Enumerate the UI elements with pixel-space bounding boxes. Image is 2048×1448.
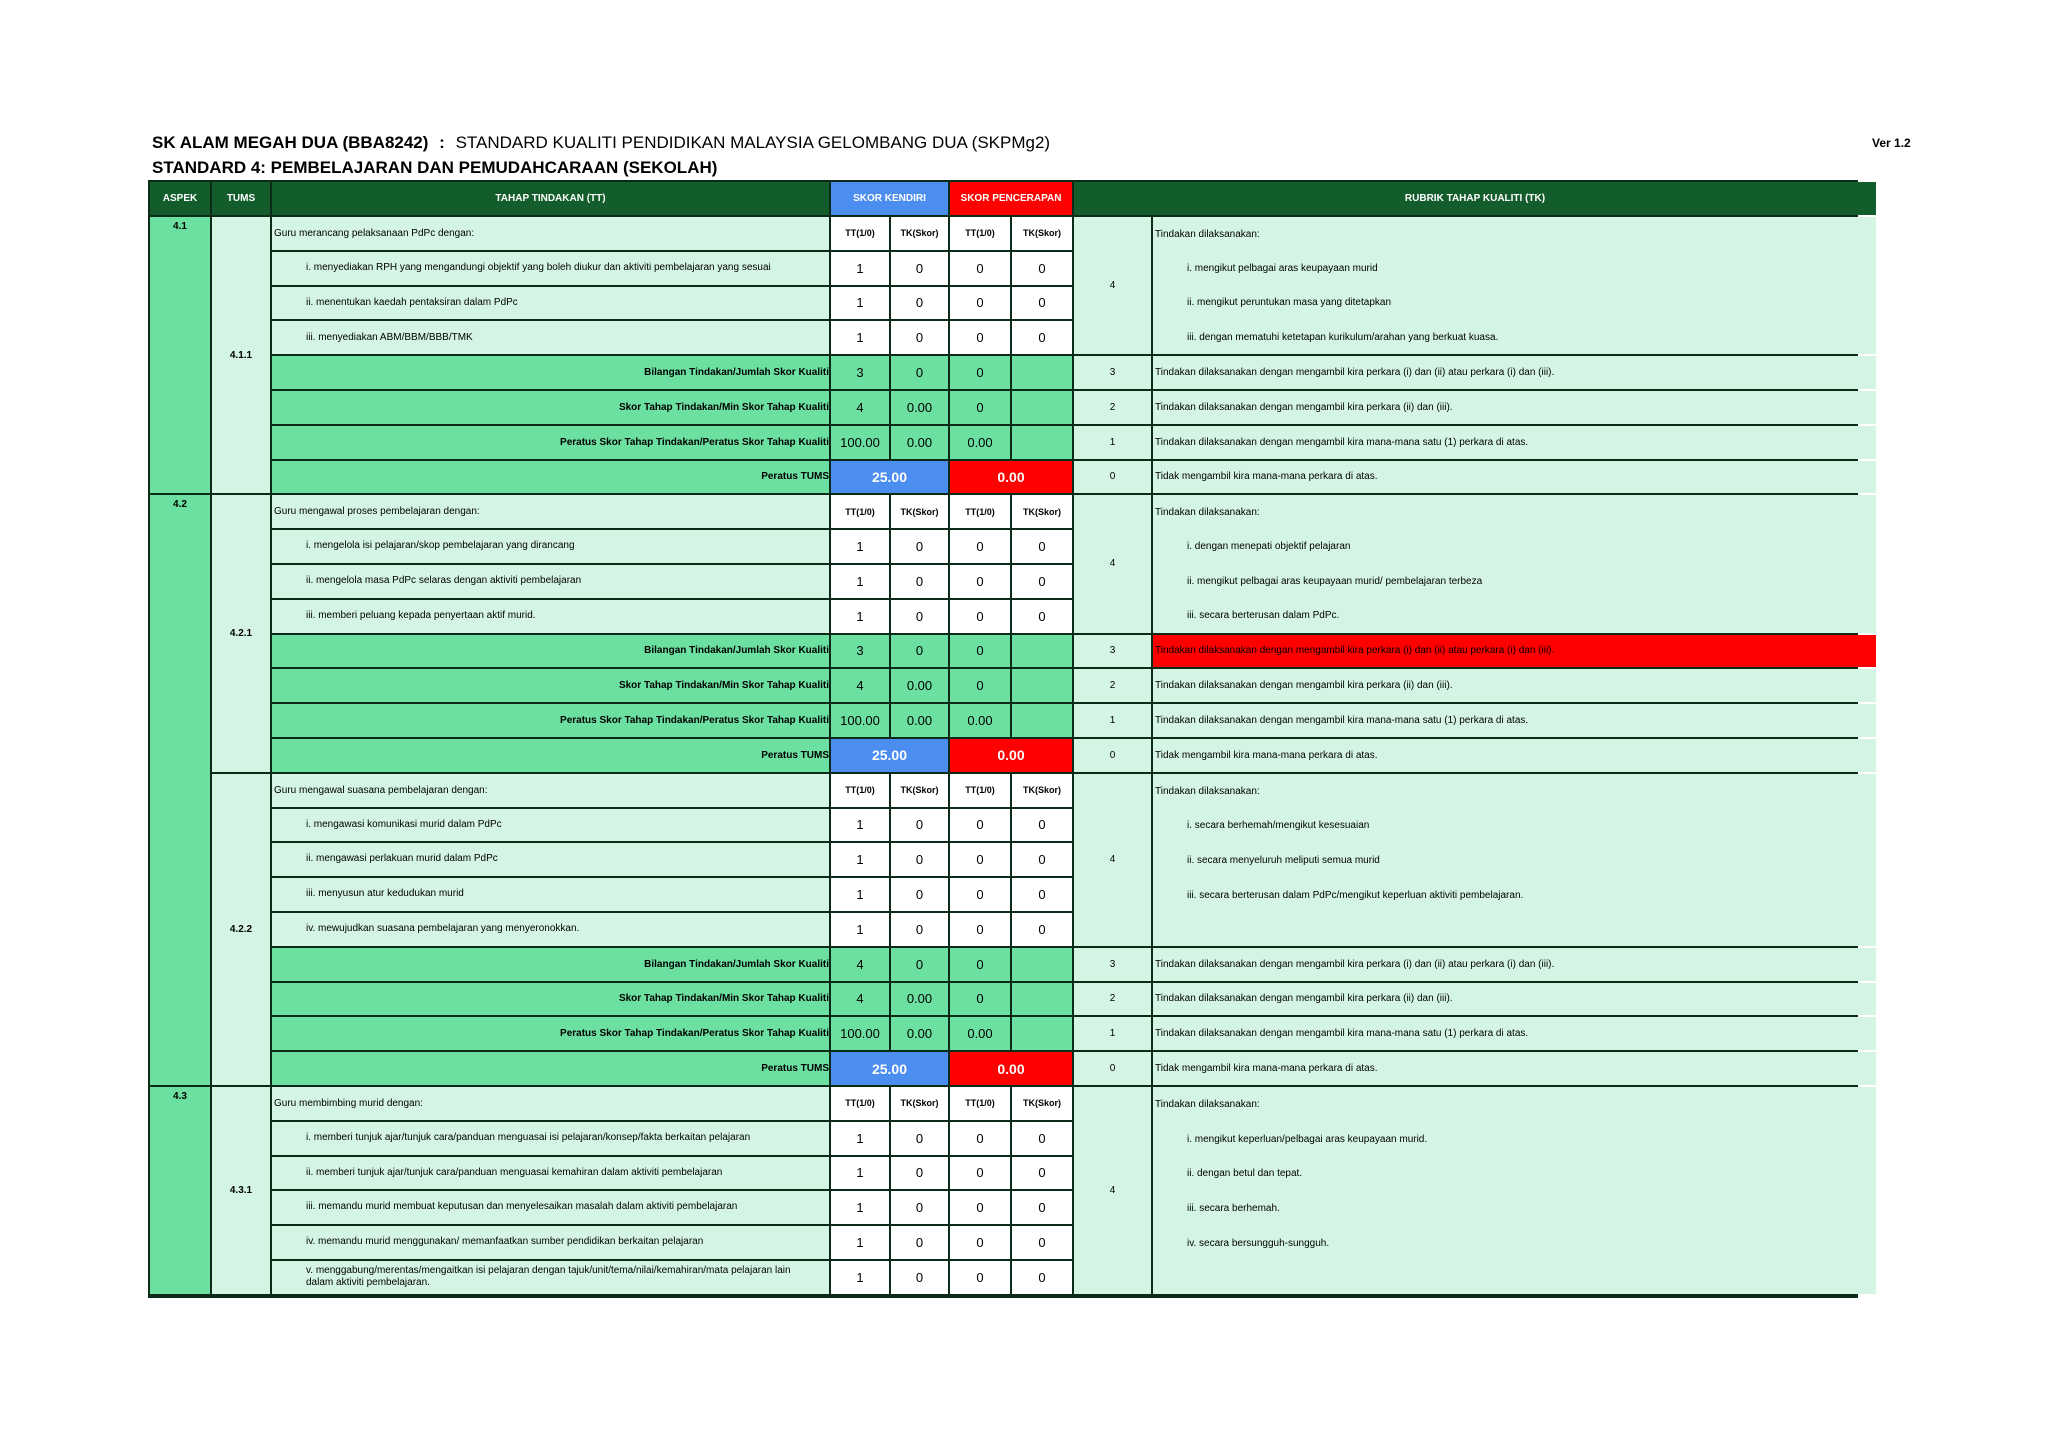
tt-sublabel: (1/0) (856, 1098, 875, 1109)
kendiri-tk-value[interactable]: 0 (891, 809, 948, 842)
rubric-item: ii. secara menyeluruh meliputi semua murid (1187, 855, 1380, 867)
tt-subheader (950, 774, 1010, 807)
summary-pencerapan-tt: 0 (950, 356, 1010, 389)
tk-sublabel: (Skor) (912, 228, 939, 239)
summary-pencerapan-tt: 0 (950, 635, 1010, 668)
tt-subheader (950, 217, 1010, 250)
quality-level-1: 1 (1074, 1017, 1151, 1050)
summary-label-bilangan: Bilangan Tindakan/Jumlah Skor Kualiti (272, 356, 829, 389)
rubric-item: i. mengikut keperluan/pelbagai aras keupayaan murid. (1187, 1133, 1428, 1145)
pencerapan-tk-value[interactable]: 0 (1012, 1122, 1072, 1155)
rubric-level-1: Tindakan dilaksanakan dengan mengambil kira mana-mana satu (1) perkara di atas. (1153, 1017, 1876, 1050)
rubric-item: i. dengan menepati objektif pelajaran (1187, 541, 1351, 553)
pencerapan-tk-value[interactable]: 0 (1012, 878, 1072, 911)
peratus-tums-kendiri: 25.00 (831, 461, 948, 494)
summary-pencerapan-tk (1012, 948, 1072, 981)
action-item: ii. menentukan kaedah pentaksiran dalam PdPc (272, 287, 829, 320)
summary-pencerapan-tt: 0.00 (950, 1017, 1010, 1050)
summary-kendiri-tk: 0.00 (891, 704, 948, 737)
tt-sublabel: (1/0) (976, 1098, 995, 1109)
quality-level-1: 1 (1074, 426, 1151, 459)
rubric-item: iii. secara berterusan dalam PdPc. (1187, 609, 1340, 621)
peratus-tums-kendiri: 25.00 (831, 1052, 948, 1085)
tums-cell: 4.2.1 (212, 495, 270, 771)
rubric-intro: Tindakan dilaksanakan: (1155, 785, 1260, 797)
tk-sublabel: (Skor) (1034, 785, 1061, 796)
aspek-cell: 4.3 (150, 1087, 210, 1294)
quality-level-4: 4 (1074, 1087, 1151, 1294)
summary-label-peratus: Peratus Skor Tahap Tindakan/Peratus Skor Tahap Kualiti (272, 426, 829, 459)
summary-pencerapan-tt: 0.00 (950, 426, 1010, 459)
summary-label-skor: Skor Tahap Tindakan/Min Skor Tahap Kualiti (272, 391, 829, 424)
summary-pencerapan-tk (1012, 1017, 1072, 1050)
tk-subheader (1012, 774, 1072, 807)
summary-kendiri-tt: 4 (831, 983, 889, 1016)
summary-kendiri-tt: 100.00 (831, 426, 889, 459)
tk-subheader (1012, 495, 1072, 528)
summary-kendiri-tt: 100.00 (831, 1017, 889, 1050)
rubric-level-3: Tindakan dilaksanakan dengan mengambil kira perkara (i) dan (ii) atau perkara (i) dan (iii). (1153, 948, 1876, 981)
summary-pencerapan-tt: 0 (950, 983, 1010, 1016)
quality-level-1: 1 (1074, 704, 1151, 737)
tk-label: TK (1022, 1098, 1035, 1109)
kendiri-tt-value[interactable]: 1 (831, 530, 889, 563)
pencerapan-tt-value[interactable]: 0 (950, 1157, 1010, 1190)
tt-label: TT (965, 506, 977, 517)
summary-kendiri-tk: 0.00 (891, 1017, 948, 1050)
kendiri-tt-value[interactable]: 1 (831, 809, 889, 842)
tt-subheader (831, 217, 889, 250)
kendiri-tk-value[interactable]: 0 (891, 1261, 948, 1294)
quality-level-3: 3 (1074, 948, 1151, 981)
pencerapan-tt-value[interactable]: 0 (950, 843, 1010, 876)
kendiri-tk-value[interactable]: 0 (891, 1122, 948, 1155)
tk-label: TK (1022, 785, 1035, 796)
rubric-item: iv. secara bersungguh-sungguh. (1187, 1238, 1330, 1249)
tt-label: TT (965, 1098, 977, 1109)
quality-level-4: 4 (1074, 495, 1151, 632)
column-header-tahap-tindakan: TAHAP TINDAKAN (TT) (272, 182, 829, 215)
title-separator: : (439, 133, 445, 152)
summary-pencerapan-tk (1012, 983, 1072, 1016)
standard-heading: STANDARD 4: PEMBELAJARAN DAN PEMUDAHCARAAN (SEKOLAH) (152, 158, 718, 177)
summary-pencerapan-tt: 0 (950, 669, 1010, 702)
tt-subheader (831, 774, 889, 807)
kendiri-tt-value[interactable]: 1 (831, 1122, 889, 1155)
column-header-tums: TUMS (212, 182, 270, 215)
tk-label: TK (900, 506, 913, 517)
pencerapan-tt-value[interactable]: 0 (950, 530, 1010, 563)
tk-subheader (891, 774, 948, 807)
kendiri-tt-value[interactable]: 1 (831, 1191, 889, 1224)
assessment-table (148, 180, 1858, 1298)
rubric-description (1153, 774, 1876, 946)
tt-label: TT (965, 785, 977, 796)
summary-label-bilangan: Bilangan Tindakan/Jumlah Skor Kualiti (272, 948, 829, 981)
tt-subheader (950, 1087, 1010, 1120)
action-item: iii. menyusun atur kedudukan murid (272, 878, 829, 911)
rubric-intro: Tindakan dilaksanakan: (1155, 1098, 1260, 1110)
action-item: ii. mengelola masa PdPc selaras dengan aktiviti pembelajaran (272, 565, 829, 598)
tk-subheader (891, 1087, 948, 1120)
pencerapan-tt-value[interactable]: 0 (950, 321, 1010, 354)
rubric-item: i. secara berhemah/mengikut kesesuaian (1187, 820, 1370, 832)
rubric-level-2: Tindakan dilaksanakan dengan mengambil kira perkara (ii) dan (iii). (1153, 983, 1876, 1016)
rubric-level-2: Tindakan dilaksanakan dengan mengambil kira perkara (ii) dan (iii). (1153, 391, 1876, 424)
summary-kendiri-tk: 0.00 (891, 983, 948, 1016)
kendiri-tt-value[interactable]: 1 (831, 1157, 889, 1190)
quality-level-4: 4 (1074, 217, 1151, 354)
aspek-cell: 4.1 (150, 217, 210, 493)
rubric-item: ii. dengan betul dan tepat. (1187, 1168, 1303, 1180)
action-item: ii. mengawasi perlakuan murid dalam PdPc (272, 843, 829, 876)
kendiri-tk-value[interactable]: 0 (891, 1191, 948, 1224)
kendiri-tt-value[interactable]: 1 (831, 321, 889, 354)
action-item: v. menggabung/merentas/mengaitkan isi pelajaran dengan tajuk/unit/tema/nilai/kemahiran/mata pelajaran lain dalam aktiviti pembelajaran. (272, 1261, 829, 1294)
tk-sublabel: (Skor) (1034, 228, 1061, 239)
pencerapan-tt-value[interactable]: 0 (950, 252, 1010, 285)
tk-label: TK (900, 228, 913, 239)
tk-label: TK (1022, 506, 1035, 517)
pencerapan-tt-value[interactable]: 0 (950, 878, 1010, 911)
summary-label-skor: Skor Tahap Tindakan/Min Skor Tahap Kualiti (272, 669, 829, 702)
rubric-item: iii. secara berterusan dalam PdPc/mengikut keperluan aktiviti pembelajaran. (1187, 890, 1524, 902)
action-intro: Guru merancang pelaksanaan PdPc dengan: (272, 217, 829, 250)
pencerapan-tk-value[interactable]: 0 (1012, 843, 1072, 876)
rubric-level-0: Tidak mengambil kira mana-mana perkara di atas. (1153, 461, 1876, 494)
pencerapan-tk-value[interactable]: 0 (1012, 565, 1072, 598)
pencerapan-tk-value[interactable]: 0 (1012, 1157, 1072, 1190)
tt-sublabel: (1/0) (856, 228, 875, 239)
summary-kendiri-tt: 3 (831, 356, 889, 389)
summary-pencerapan-tk (1012, 391, 1072, 424)
pencerapan-tt-value[interactable]: 0 (950, 600, 1010, 633)
summary-kendiri-tt: 4 (831, 669, 889, 702)
summary-label-peratus-tums: Peratus TUMS (272, 739, 829, 772)
summary-label-bilangan: Bilangan Tindakan/Jumlah Skor Kualiti (272, 635, 829, 668)
kendiri-tk-value[interactable]: 0 (891, 913, 948, 946)
summary-kendiri-tk: 0.00 (891, 426, 948, 459)
kendiri-tk-value[interactable]: 0 (891, 287, 948, 320)
action-intro: Guru mengawal proses pembelajaran dengan: (272, 495, 829, 528)
tums-cell: 4.1.1 (212, 217, 270, 493)
kendiri-tt-value[interactable]: 1 (831, 287, 889, 320)
column-header-skor-pencerapan: SKOR PENCERAPAN (950, 182, 1072, 215)
rubric-intro: Tindakan dilaksanakan: (1155, 507, 1260, 519)
tt-sublabel: (1/0) (976, 228, 995, 239)
action-item: i. mengawasi komunikasi murid dalam PdPc (272, 809, 829, 842)
rubric-description (1153, 495, 1876, 632)
quality-level-0: 0 (1074, 739, 1151, 772)
kendiri-tk-value[interactable]: 0 (891, 1226, 948, 1259)
summary-pencerapan-tt: 0 (950, 948, 1010, 981)
summary-kendiri-tt: 3 (831, 635, 889, 668)
tt-subheader (831, 1087, 889, 1120)
pencerapan-tk-value[interactable]: 0 (1012, 321, 1072, 354)
tk-subheader (1012, 1087, 1072, 1120)
pencerapan-tk-value[interactable]: 0 (1012, 1261, 1072, 1294)
kendiri-tk-value[interactable]: 0 (891, 321, 948, 354)
summary-label-peratus: Peratus Skor Tahap Tindakan/Peratus Skor Tahap Kualiti (272, 1017, 829, 1050)
tk-subheader (891, 495, 948, 528)
tk-sublabel: (Skor) (912, 506, 939, 517)
action-item: iv. memandu murid menggunakan/ memanfaatkan sumber pendidikan berkaitan pelajaran (272, 1226, 829, 1259)
summary-pencerapan-tk (1012, 704, 1072, 737)
aspek-cell: 4.2 (150, 495, 210, 1085)
tt-sublabel: (1/0) (976, 506, 995, 517)
summary-label-peratus-tums: Peratus TUMS (272, 461, 829, 494)
tt-subheader (950, 495, 1010, 528)
kendiri-tk-value[interactable]: 0 (891, 878, 948, 911)
kendiri-tk-value[interactable]: 0 (891, 843, 948, 876)
tums-cell: 4.2.2 (212, 774, 270, 1085)
pencerapan-tk-value[interactable]: 0 (1012, 287, 1072, 320)
summary-kendiri-tt: 4 (831, 948, 889, 981)
tt-label: TT (845, 506, 857, 517)
rubric-item: iii. dengan mematuhi ketetapan kurikulum/arahan yang berkuat kuasa. (1187, 331, 1499, 343)
summary-pencerapan-tk (1012, 426, 1072, 459)
kendiri-tk-value[interactable]: 0 (891, 252, 948, 285)
rubric-level-0: Tidak mengambil kira mana-mana perkara di atas. (1153, 1052, 1876, 1085)
column-header-aspek: ASPEK (150, 182, 210, 215)
action-item: iii. memandu murid membuat keputusan dan menyelesaikan masalah dalam aktiviti pembelajaran (272, 1191, 829, 1224)
quality-level-2: 2 (1074, 669, 1151, 702)
column-header-skor-kendiri: SKOR KENDIRI (831, 182, 948, 215)
quality-level-3: 3 (1074, 356, 1151, 389)
pencerapan-tk-value[interactable]: 0 (1012, 600, 1072, 633)
action-item: ii. memberi tunjuk ajar/tunjuk cara/panduan menguasai kemahiran dalam aktiviti pembelajaran (272, 1157, 829, 1190)
pencerapan-tk-value[interactable]: 0 (1012, 809, 1072, 842)
kendiri-tk-value[interactable]: 0 (891, 600, 948, 633)
summary-pencerapan-tk (1012, 669, 1072, 702)
summary-label-skor: Skor Tahap Tindakan/Min Skor Tahap Kualiti (272, 983, 829, 1016)
peratus-tums-kendiri: 25.00 (831, 739, 948, 772)
tk-label: TK (900, 1098, 913, 1109)
rubric-description (1153, 217, 1876, 354)
rubric-level-1: Tindakan dilaksanakan dengan mengambil kira mana-mana satu (1) perkara di atas. (1153, 704, 1876, 737)
action-item: iv. mewujudkan suasana pembelajaran yang menyeronokkan. (272, 913, 829, 946)
rubric-level-2: Tindakan dilaksanakan dengan mengambil kira perkara (ii) dan (iii). (1153, 669, 1876, 702)
tk-label: TK (1022, 228, 1035, 239)
quality-level-0: 0 (1074, 461, 1151, 494)
tk-sublabel: (Skor) (912, 1098, 939, 1109)
kendiri-tt-value[interactable]: 1 (831, 565, 889, 598)
kendiri-tt-value[interactable]: 1 (831, 1261, 889, 1294)
quality-level-3: 3 (1074, 635, 1151, 668)
kendiri-tk-value[interactable]: 0 (891, 530, 948, 563)
summary-kendiri-tk: 0 (891, 356, 948, 389)
rubric-description (1153, 1087, 1876, 1294)
pencerapan-tk-value[interactable]: 0 (1012, 913, 1072, 946)
action-intro: Guru membimbing murid dengan: (272, 1087, 829, 1120)
summary-pencerapan-tk (1012, 635, 1072, 668)
quality-level-4: 4 (1074, 774, 1151, 946)
summary-kendiri-tk: 0 (891, 635, 948, 668)
kendiri-tt-value[interactable]: 1 (831, 600, 889, 633)
school-name: SK ALAM MEGAH DUA (BBA8242) (152, 133, 429, 152)
tt-sublabel: (1/0) (856, 506, 875, 517)
summary-kendiri-tk: 0.00 (891, 669, 948, 702)
tt-sublabel: (1/0) (856, 785, 875, 796)
kendiri-tk-value[interactable]: 0 (891, 565, 948, 598)
summary-label-peratus-tums: Peratus TUMS (272, 1052, 829, 1085)
tk-subheader (1012, 217, 1072, 250)
rubric-level-1: Tindakan dilaksanakan dengan mengambil kira mana-mana satu (1) perkara di atas. (1153, 426, 1876, 459)
column-header-rubrik: RUBRIK TAHAP KUALITI (TK) (1074, 182, 1876, 215)
tk-label: TK (900, 785, 913, 796)
rubric-item: ii. mengikut pelbagai aras keupayaan murid/ pembelajaran terbeza (1187, 575, 1483, 587)
rubric-item: i. mengikut pelbagai aras keupayaan murid (1187, 262, 1378, 274)
pencerapan-tt-value[interactable]: 0 (950, 913, 1010, 946)
peratus-tums-pencerapan: 0.00 (950, 461, 1072, 494)
summary-kendiri-tt: 4 (831, 391, 889, 424)
summary-kendiri-tk: 0 (891, 948, 948, 981)
pencerapan-tt-value[interactable]: 0 (950, 287, 1010, 320)
tt-label: TT (845, 785, 857, 796)
tt-label: TT (965, 228, 977, 239)
tk-subheader (891, 217, 948, 250)
pencerapan-tt-value[interactable]: 0 (950, 565, 1010, 598)
pencerapan-tk-value[interactable]: 0 (1012, 1226, 1072, 1259)
kendiri-tt-value[interactable]: 1 (831, 252, 889, 285)
rubric-level-3: Tindakan dilaksanakan dengan mengambil kira perkara (i) dan (ii) atau perkara (i) dan (iii). (1153, 635, 1876, 668)
rubric-item: iii. secara berhemah. (1187, 1203, 1280, 1215)
pencerapan-tt-value[interactable]: 0 (950, 809, 1010, 842)
kendiri-tt-value[interactable]: 1 (831, 913, 889, 946)
rubric-level-0: Tidak mengambil kira mana-mana perkara di atas. (1153, 739, 1876, 772)
pencerapan-tt-value[interactable]: 0 (950, 1261, 1010, 1294)
tt-label: TT (845, 1098, 857, 1109)
action-item: i. memberi tunjuk ajar/tunjuk cara/panduan menguasai isi pelajaran/konsep/fakta berkaitan pelajaran (272, 1122, 829, 1155)
standard-title: STANDARD KUALITI PENDIDIKAN MALAYSIA GELOMBANG DUA (SKPMg2) (455, 133, 1051, 152)
summary-kendiri-tk: 0.00 (891, 391, 948, 424)
kendiri-tt-value[interactable]: 1 (831, 878, 889, 911)
action-item: i. menyediakan RPH yang mengandungi objektif yang boleh diukur dan aktiviti pembelajaran yang sesuai (272, 252, 829, 285)
peratus-tums-pencerapan: 0.00 (950, 739, 1072, 772)
rubric-level-3: Tindakan dilaksanakan dengan mengambil kira perkara (i) dan (ii) atau perkara (i) dan (iii). (1153, 356, 1876, 389)
tk-sublabel: (Skor) (912, 785, 939, 796)
rubric-intro: Tindakan dilaksanakan: (1155, 228, 1260, 240)
summary-kendiri-tt: 100.00 (831, 704, 889, 737)
summary-pencerapan-tt: 0.00 (950, 704, 1010, 737)
summary-label-peratus: Peratus Skor Tahap Tindakan/Peratus Skor Tahap Kualiti (272, 704, 829, 737)
pencerapan-tt-value[interactable]: 0 (950, 1122, 1010, 1155)
action-item: iii. memberi peluang kepada penyertaan aktif murid. (272, 600, 829, 633)
tk-sublabel: (Skor) (1034, 1098, 1061, 1109)
quality-level-0: 0 (1074, 1052, 1151, 1085)
pencerapan-tk-value[interactable]: 0 (1012, 1191, 1072, 1224)
tt-sublabel: (1/0) (976, 785, 995, 796)
pencerapan-tk-value[interactable]: 0 (1012, 252, 1072, 285)
action-item: iii. menyediakan ABM/BBM/BBB/TMK (272, 321, 829, 354)
pencerapan-tt-value[interactable]: 0 (950, 1191, 1010, 1224)
document-title (152, 133, 1050, 153)
summary-pencerapan-tk (1012, 356, 1072, 389)
tt-label: TT (845, 228, 857, 239)
tk-sublabel: (Skor) (1034, 506, 1061, 517)
summary-pencerapan-tt: 0 (950, 391, 1010, 424)
pencerapan-tt-value[interactable]: 0 (950, 1226, 1010, 1259)
action-item: i. mengelola isi pelajaran/skop pembelajaran yang dirancang (272, 530, 829, 563)
version-label: Ver 1.2 (1872, 136, 1911, 150)
rubric-item: ii. mengikut peruntukan masa yang ditetapkan (1187, 297, 1392, 309)
tt-subheader (831, 495, 889, 528)
quality-level-2: 2 (1074, 391, 1151, 424)
action-intro: Guru mengawal suasana pembelajaran dengan: (272, 774, 829, 807)
quality-level-2: 2 (1074, 983, 1151, 1016)
pencerapan-tk-value[interactable]: 0 (1012, 530, 1072, 563)
kendiri-tt-value[interactable]: 1 (831, 1226, 889, 1259)
kendiri-tk-value[interactable]: 0 (891, 1157, 948, 1190)
peratus-tums-pencerapan: 0.00 (950, 1052, 1072, 1085)
kendiri-tt-value[interactable]: 1 (831, 843, 889, 876)
tums-cell: 4.3.1 (212, 1087, 270, 1294)
